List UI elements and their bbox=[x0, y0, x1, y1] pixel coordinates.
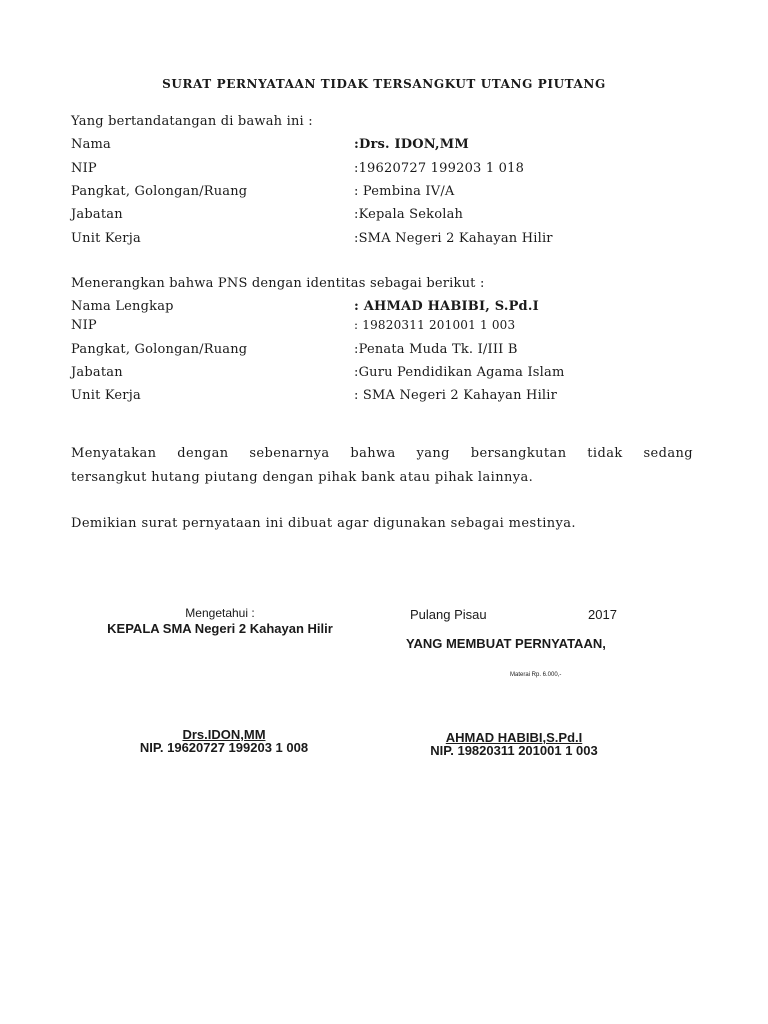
subject-position-value: :Guru Pendidikan Agama Islam bbox=[354, 365, 565, 380]
place-text: Pulang Pisau bbox=[410, 607, 487, 622]
subject-nip-label: NIP bbox=[71, 318, 97, 333]
declarant-role: YANG MEMBUAT PERNYATAAN, bbox=[406, 636, 606, 651]
signer-position-value: :Kepala Sekolah bbox=[354, 207, 464, 222]
statement-line-2: tersangkut hutang piutang dengan pihak bank atau pihak lainnya. bbox=[71, 470, 534, 485]
intro2-text: Menerangkan bahwa PNS dengan identitas sebagai berikut : bbox=[71, 276, 485, 291]
signer-position-label: Jabatan bbox=[71, 207, 123, 222]
signer-nip-value: :19620727 199203 1 018 bbox=[354, 161, 525, 176]
principal-name: Drs.IDON,MM bbox=[182, 727, 266, 742]
subject-unit-value: : SMA Negeri 2 Kahayan Hilir bbox=[354, 388, 558, 403]
stamp-note: Materai Rp. 6.000,- bbox=[510, 672, 562, 678]
declarant-name: AHMAD HABIBI,S.Pd.I bbox=[445, 730, 583, 745]
document-title: SURAT PERNYATAAN TIDAK TERSANGKUT UTANG PIUTANG bbox=[162, 77, 606, 91]
subject-position-label: Jabatan bbox=[71, 365, 123, 380]
acknowledged-caption: Mengetahui : bbox=[185, 606, 255, 620]
declarant-nip: NIP. 19820311 201001 1 003 bbox=[430, 743, 598, 758]
subject-rank-value: :Penata Muda Tk. I/III B bbox=[354, 342, 518, 357]
closing-text: Demikian surat pernyataan ini dibuat agar digunakan sebagai mestinya. bbox=[71, 516, 576, 531]
subject-unit-label: Unit Kerja bbox=[71, 388, 141, 403]
intro-text: Yang bertandatangan di bawah ini : bbox=[71, 114, 313, 129]
principal-nip: NIP. 19620727 199203 1 008 bbox=[139, 740, 309, 755]
signer-nip-label: NIP bbox=[71, 161, 97, 176]
signer-rank-label: Pangkat, Golongan/Ruang bbox=[71, 184, 248, 199]
signer-name-value: :Drs. IDON,MM bbox=[354, 137, 469, 152]
subject-name-value: : AHMAD HABIBI, S.Pd.I bbox=[354, 299, 539, 314]
year-text: 2017 bbox=[588, 607, 617, 622]
statement-line-1: Menyatakan dengan sebenarnya bahwa yang bersangkutan tidak sedang bbox=[71, 446, 693, 461]
subject-name-label: Nama Lengkap bbox=[71, 299, 174, 314]
signer-rank-value: : Pembina IV/A bbox=[354, 184, 455, 199]
subject-nip-value: : 19820311 201001 1 003 bbox=[354, 318, 516, 332]
signer-unit-label: Unit Kerja bbox=[71, 231, 141, 246]
signer-name-label: Nama bbox=[71, 137, 112, 152]
signer-unit-value: :SMA Negeri 2 Kahayan Hilir bbox=[354, 231, 553, 246]
subject-rank-label: Pangkat, Golongan/Ruang bbox=[71, 342, 248, 357]
principal-role: KEPALA SMA Negeri 2 Kahayan Hilir bbox=[107, 621, 333, 636]
